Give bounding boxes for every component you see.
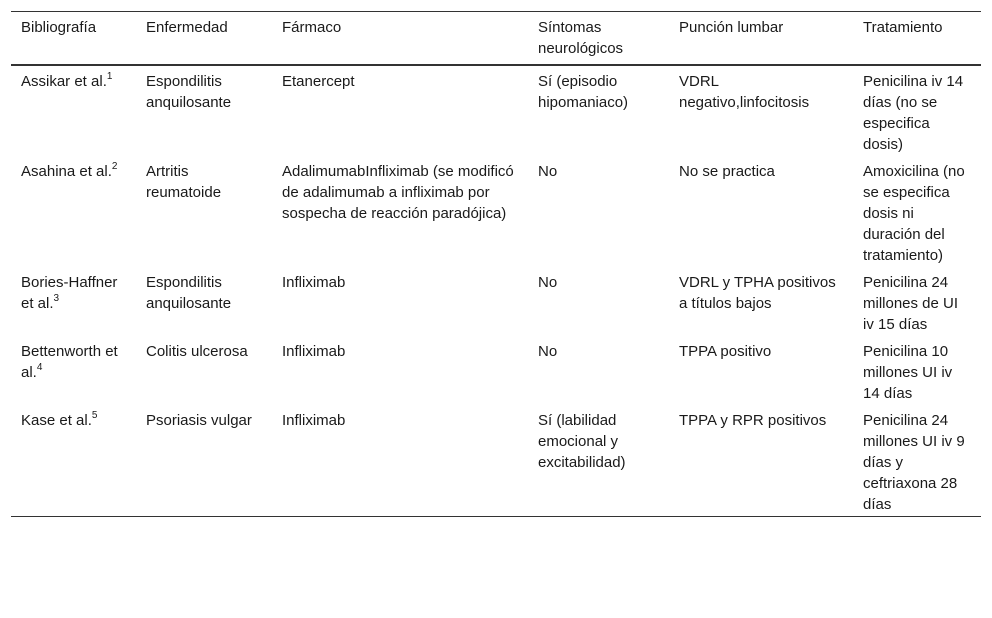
reference-author: Bettenworth et al.: [21, 343, 118, 381]
table-row: [11, 336, 981, 405]
table-body: [11, 65, 981, 517]
cell-enfermedad: Colitis ulcerosa: [146, 343, 248, 360]
cell-farmaco: Infliximab: [282, 412, 346, 429]
cell-farmaco: AdalimumabInfliximab (se modificó de adalimumab a infliximab por sospecha de reacción paradójica): [282, 163, 514, 222]
cell-bibliografia: [11, 65, 136, 156]
header-enfermedad: Enfermedad: [146, 19, 228, 36]
reference-author: Kase et al.: [21, 412, 92, 429]
reference-author: Asahina et al.: [21, 163, 112, 180]
cell-sintomas: No: [538, 163, 558, 180]
table-row: [11, 267, 981, 336]
reference-author: Bories-Haffner et al.: [21, 274, 118, 312]
cell-sintomas: Sí (episodio hipomaniaco): [538, 73, 629, 111]
table-row: [11, 405, 981, 517]
cell-tratamiento: Amoxicilina (no se especifica dosis ni duración del tratamiento): [863, 163, 965, 264]
cell-sintomas: Sí (labilidad emocional y excitabilidad): [538, 412, 626, 471]
cell-tratamiento: Penicilina 24 millones de UI iv 15 días: [863, 274, 959, 333]
cell-tratamiento: Penicilina iv 14 días (no se especifica dosis): [863, 73, 964, 153]
table-row: [11, 156, 981, 267]
cell-puncion: VDRL y TPHA positivos a títulos bajos: [679, 274, 836, 312]
header-puncion: Punción lumbar: [679, 19, 784, 36]
references-table-container: [11, 11, 981, 517]
header-row: [11, 12, 981, 66]
cell-bibliografia: [11, 267, 136, 336]
cell-puncion: VDRL negativo,linfocitosis: [679, 73, 810, 111]
header-tratamiento: Tratamiento: [863, 19, 943, 36]
reference-number: 3: [53, 293, 60, 304]
cell-sintomas: No: [538, 274, 558, 291]
table-header: [11, 12, 981, 66]
header-farmaco: Fármaco: [282, 19, 342, 36]
reference-number: 4: [36, 362, 43, 373]
cell-bibliografia: [11, 405, 136, 517]
header-sintomas: Síntomas neurológicos: [538, 19, 624, 57]
cell-tratamiento: Penicilina 24 millones UI iv 9 días y ceftriaxona 28 días: [863, 412, 965, 513]
reference-number: 5: [91, 410, 98, 421]
reference-number: 1: [106, 71, 113, 82]
cell-farmaco: Etanercept: [282, 73, 355, 90]
cell-bibliografia: [11, 336, 136, 405]
cell-puncion: TPPA positivo: [679, 343, 772, 360]
cell-farmaco: Infliximab: [282, 274, 346, 291]
cell-enfermedad: Espondilitis anquilosante: [146, 73, 232, 111]
header-bibliografia: Bibliografía: [21, 19, 97, 36]
cell-enfermedad: Espondilitis anquilosante: [146, 274, 232, 312]
cell-enfermedad: Psoriasis vulgar: [146, 412, 252, 429]
cell-puncion: TPPA y RPR positivos: [679, 412, 827, 429]
reference-number: 2: [111, 161, 118, 172]
table-row: [11, 65, 981, 156]
reference-author: Assikar et al.: [21, 73, 107, 90]
cell-bibliografia: [11, 156, 136, 267]
cell-puncion: No se practica: [679, 163, 775, 180]
cell-enfermedad: Artritis reumatoide: [146, 163, 222, 201]
cell-sintomas: No: [538, 343, 558, 360]
cell-tratamiento: Penicilina 10 millones UI iv 14 días: [863, 343, 953, 402]
references-table: [11, 11, 981, 517]
cell-farmaco: Infliximab: [282, 343, 346, 360]
